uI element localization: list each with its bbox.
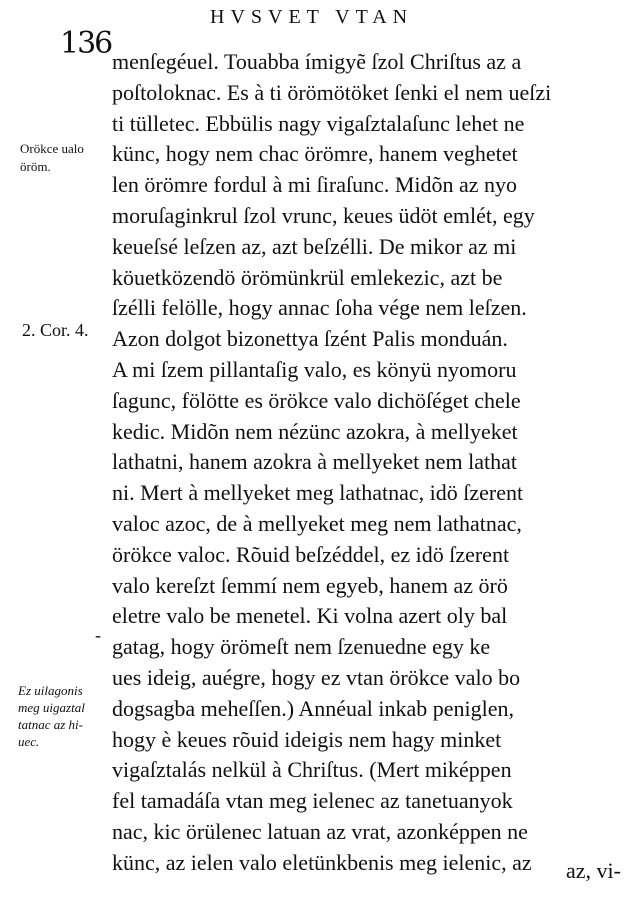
text-line: poſtoloknac. Es à ti örömötöket ſenki el nem ueſzi: [112, 79, 552, 105]
marginal-note-comfort: [18, 682, 85, 750]
text-line: eletre valo be menetel. Ki volna azert oly bal: [112, 603, 508, 629]
text-line: valo kereſzt ſemmí nem egyeb, hanem az örö: [112, 572, 508, 598]
text-line: ues ideig, auégre, hogy ez vtan örökce valo bo: [112, 664, 521, 690]
marginal-note-line: uec.: [18, 734, 40, 749]
text-line: vigaſztalás nelkül à Chriſtus. (Mert miképpen: [112, 757, 512, 783]
text-line: künc, az ielen valo eletünkbenis meg ielenic, az: [112, 849, 532, 875]
marginal-note-line: Orökce ualo: [20, 141, 84, 156]
text-line: moruſaginkrul ſzol vrunc, keues üdöt emlét, egy: [112, 202, 535, 228]
text-line: köuetközendö örömünkrül emlekezic, azt be: [112, 264, 503, 290]
catchword: az, vi-: [566, 858, 621, 883]
marginal-mark: -: [95, 625, 101, 645]
text-line: lathatni, hanem azokra à mellyeket nem lathat: [112, 449, 517, 475]
text-line: gatag, hogy örömeſt nem ſzenuedne egy ke: [112, 634, 491, 660]
text-line: örökce valoc. Rõuid beſzéddel, ez idö ſzerent: [112, 541, 510, 567]
marginal-note-line: meg uigaztal: [18, 700, 85, 715]
text-line: nac, kic örülenec latuan az vrat, azonképpen ne: [112, 818, 528, 844]
marginal-reference: 2. Cor. 4.: [22, 320, 89, 340]
text-line: dogsagba meheſſen.) Annéual inkab peniglen,: [112, 695, 514, 721]
running-head: HVSVET VTAN: [210, 6, 414, 28]
text-line: menſegéuel. Touabba ímigyẽ ſzol Chriſtus az a: [112, 49, 522, 74]
text-line: ſagunc, fölötte es örökce valo dichöſéget chele: [112, 387, 521, 413]
marginal-note-eternal-joy: [20, 140, 84, 176]
marginal-note-line: öröm.: [20, 159, 51, 174]
page-number: 136: [60, 26, 112, 61]
text-line: fel tamadáſa vtan meg ielenec az tanetuanyok: [112, 788, 513, 814]
text-line: valoc azoc, de à mellyeket meg nem lathatnac,: [112, 510, 522, 536]
body-text: [112, 47, 629, 879]
text-line: hogy è keues rõuid ideigis nem hagy minket: [112, 726, 502, 752]
text-line: ni. Mert à mellyeket meg lathatnac, idö ſzerent: [112, 480, 524, 506]
text-line: keueſsé leſzen az, azt beſzélli. De mikor az mi: [112, 233, 517, 259]
marginal-note-line: tatnac az hi-: [18, 717, 83, 732]
marginal-note-line: Ez uilagonis: [18, 683, 83, 698]
text-line: kedic. Midõn nem nézünc azokra, à mellyeket: [112, 418, 518, 444]
text-line: Azon dolgot bizonettya ſzént Palis monduán.: [112, 326, 508, 352]
text-line: ſzélli felölle, hogy annac ſoha vége nem leſzen.: [112, 295, 527, 321]
text-line: A mi ſzem pillantaſig valo, es könyü nyomoru: [112, 356, 517, 382]
text-line: künc, hogy nem chac örömre, hanem veghetet: [112, 141, 518, 167]
text-line: ti tülletec. Ebbülis nagy vigaſztalaſunc lehet ne: [112, 110, 525, 136]
text-line: len örömre fordul à mi ſiraſunc. Midõn az nyo: [112, 172, 518, 198]
